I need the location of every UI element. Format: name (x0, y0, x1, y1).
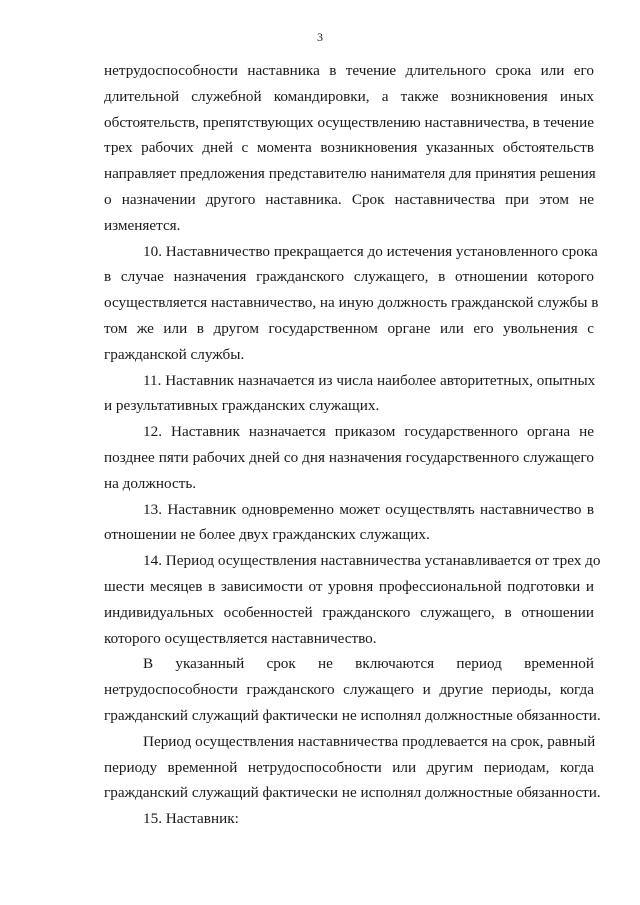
text-line: на должность. (104, 474, 197, 492)
document-body (104, 58, 601, 832)
text-line: гражданский служащий фактически не исполнял должностные обязанности. (104, 706, 601, 724)
text-line: нетрудоспособности гражданского служащего и другие периоды, когда (104, 681, 594, 699)
text-line: позднее пяти рабочих дней со дня назначения государственного служащего (104, 448, 594, 466)
text-line: шести месяцев в зависимости от уровня профессиональной подготовки и (104, 577, 594, 595)
text-line: нетрудоспособности наставника в течение длительного срока или его (104, 62, 594, 79)
text-line: в случае назначения гражданского служащего, в отношении которого (104, 268, 594, 286)
text-line: и результативных гражданских служащих. (104, 397, 380, 415)
text-line: осуществляется наставничество, на иную должность гражданской службы в (104, 294, 599, 312)
text-line: В указанный срок не включаются период временной (143, 655, 594, 673)
text-line: Период осуществления наставничества продлевается на срок, равный (143, 732, 596, 750)
text-line: изменяется. (104, 216, 181, 234)
text-line: 11. Наставник назначается из числа наиболее авторитетных, опытных (143, 371, 596, 389)
text-line: периоду временной нетрудоспособности или другим периодам, когда (104, 758, 594, 776)
text-line: гражданской службы. (104, 345, 245, 363)
text-line: отношении не более двух гражданских служащих. (104, 526, 430, 544)
page-number: 3 (317, 30, 323, 44)
text-line: длительной служебной командировки, а также возникновения иных (104, 87, 594, 105)
text-line: направляет предложения представителю нанимателя для принятия решения (104, 165, 596, 183)
text-line: индивидуальных особенностей гражданского служащего, в отношении (104, 603, 594, 621)
text-line: обстоятельств, препятствующих осуществлению наставничества, в течение (104, 113, 594, 131)
text-line: трех рабочих дней с момента возникновения указанных обстоятельств (104, 139, 594, 157)
text-line: 10. Наставничество прекращается до истечения установленного срока (143, 242, 598, 260)
text-line: 12. Наставник назначается приказом государственного органа не (143, 423, 594, 441)
text-line: 15. Наставник: (143, 810, 239, 828)
text-line: которого осуществляется наставничество. (104, 629, 377, 647)
text-line: о назначении другого наставника. Срок наставничества при этом не (104, 190, 594, 208)
text-line: 14. Период осуществления наставничества устанавливается от трех до (143, 552, 601, 570)
text-line: 13. Наставник одновременно может осуществлять наставничество в (143, 500, 594, 518)
text-line: гражданский служащий фактически не исполнял должностные обязанности. (104, 784, 601, 802)
text-line: том же или в другом государственном органе или его увольнения с (104, 319, 594, 337)
